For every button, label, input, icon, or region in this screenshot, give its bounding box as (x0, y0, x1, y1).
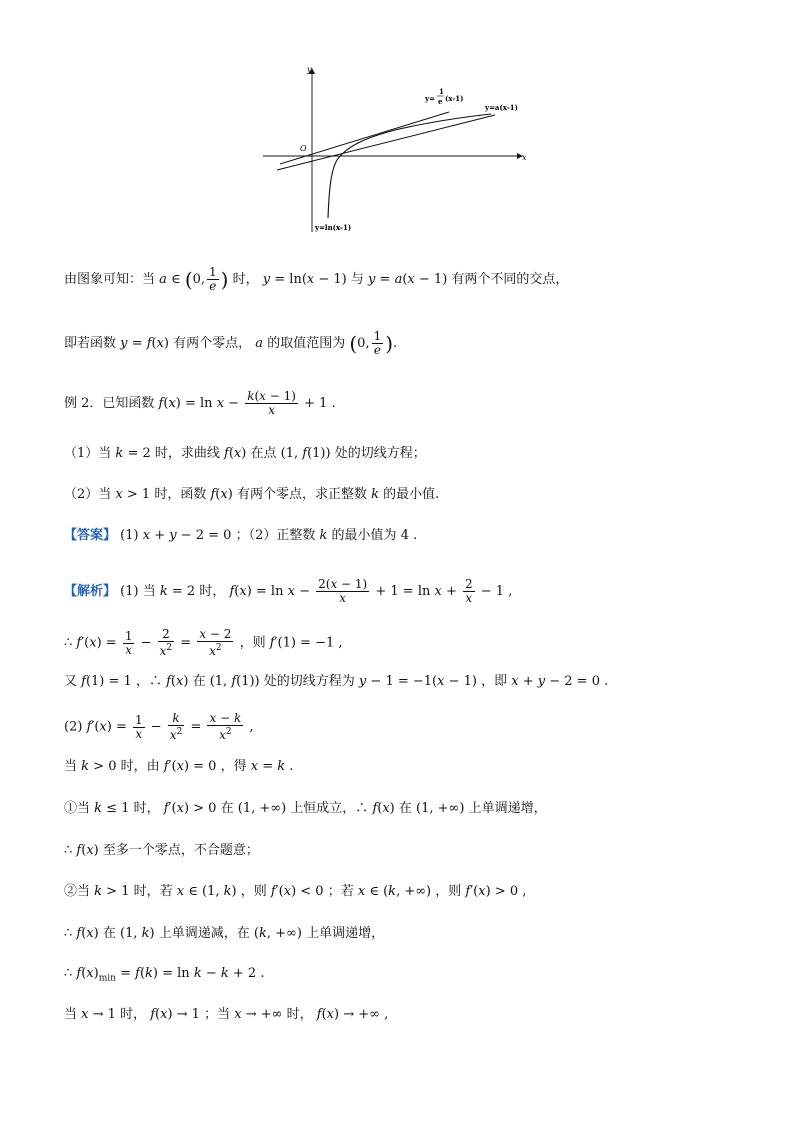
solution-line-2: ∴ f′(x) = $\frac{1}{x}$ − $\frac{2}{x^2}$ = $\frac{x - 2}{x^2}$ ，则 f′(1) = −1 , (64, 627, 343, 658)
text-segment: 的最小值. (383, 487, 440, 502)
text-segment: ∴ (64, 926, 73, 941)
text-segment: ①当 (64, 801, 91, 816)
solution-line-11: 当 x → 1 时， f(x) → 1 ；当 x → +∞ 时， f(x) → +∞ , (64, 1007, 389, 1022)
text-segment: 至多一个零点，不合题意； (102, 843, 259, 858)
text-segment: 例 2．已知函数 (64, 396, 155, 411)
text-segment: ，则 (240, 884, 267, 899)
text-segment: ；（2）正整数 (235, 528, 316, 543)
text-segment: 时， (120, 1007, 147, 1022)
y-axis-label: y (307, 65, 312, 74)
function-graph-figure (255, 60, 535, 240)
text-segment: (1) (120, 528, 139, 543)
text-segment: ，则 (239, 635, 266, 651)
text-segment: (1) 当 (120, 584, 156, 599)
text-segment: 即若函数 (64, 336, 117, 351)
text-segment: ②当 (64, 884, 91, 899)
text-segment: （2）当 (64, 487, 112, 502)
text-segment: 上单调递增， (468, 801, 547, 816)
secant-line (277, 115, 495, 170)
text-segment: 有两个零点，求正整数 (236, 487, 367, 502)
tangent-label-den: e (438, 97, 443, 106)
text-segment: 时， (286, 1007, 313, 1022)
solution-line-3: 又 f(1) = 1 ，∴ f(x) 在 (1, f(1)) 处的切线方程为 y − 1 = −1(x − 1) ，即 x + y − 2 = 0 . (64, 674, 609, 689)
text-segment: 在 (398, 801, 412, 816)
text-segment: 与 (350, 272, 364, 287)
question-2: （2）当 x > 1 时，函数 f(x) 有两个零点，求正整数 k 的最小值. (64, 487, 440, 502)
text-segment: 上单调递增， (306, 926, 385, 941)
text-segment: 时， (232, 272, 259, 287)
text-segment: ，∴ (135, 674, 162, 689)
text-segment: 处的切线方程； (334, 446, 426, 461)
tangent-label-num: 1 (439, 87, 444, 96)
question-1: （1）当 k = 2 时，求曲线 f(x) 在点 (1, f(1)) 处的切线方程； (64, 446, 426, 461)
text-segment: 时， (199, 584, 226, 599)
tangent-label-prefix: y= (425, 94, 435, 103)
solution-line-5: 当 k > 0 时，由 f′(x) = 0 ，得 x = k . (64, 759, 294, 774)
text-segment: 时，由 (120, 759, 160, 774)
text-segment: 又 (64, 674, 78, 689)
text-segment: 有两个不同的交点， (451, 272, 569, 287)
text-segment: 时，若 (133, 884, 173, 899)
text-segment: ；若 (327, 884, 354, 899)
text-segment: （1）当 (64, 446, 112, 461)
solution-tag: 【解析】 (64, 584, 117, 599)
text-segment: 当 (64, 1007, 78, 1022)
text-segment: 处的切线方程为 (263, 674, 355, 689)
text-segment: 有两个零点， (173, 336, 252, 351)
text-segment: 在 (192, 674, 206, 689)
text-segment: 在点 (250, 446, 277, 461)
text-segment: 由图象可知：当 (64, 272, 156, 287)
text-line-1: 由图象可知：当 a ∈ (0, $\frac{1}{e}$ ) 时， y = ln(x − 1) 与 y = a(x − 1) 有两个不同的交点， (64, 265, 569, 293)
origin-label: O (300, 144, 307, 153)
text-segment: 在 (220, 801, 234, 816)
answer-line: 【答案】 (1) x + y − 2 = 0 ；（2）正整数 k 的最小值为 4 . (64, 528, 418, 543)
answer-tag: 【答案】 (64, 528, 117, 543)
text-segment: ，即 (481, 674, 508, 689)
solution-line-7: ∴ f(x) 至多一个零点，不合题意； (64, 843, 259, 858)
text-segment: ∴ (64, 966, 73, 981)
text-segment: 在 (102, 926, 116, 941)
solution-line-9: ∴ f(x) 在 (1, k) 上单调递减，在 (k, +∞) 上单调递增， (64, 926, 385, 941)
text-segment: ，则 (435, 884, 462, 899)
text-segment: (2) (64, 719, 83, 735)
text-line-2: 即若函数 y = f(x) 有两个零点， a 的取值范围为 (0, $\frac{1}{e}$ ). (64, 329, 398, 357)
solution-line-4: (2) f′(x) = $\frac{1}{x}$ − $\frac{k}{x^2}$ = $\frac{x - k}{x^2}$ , (64, 711, 254, 742)
text-segment: 的最小值为 (331, 528, 397, 543)
text-segment: 时，函数 (154, 487, 207, 502)
log-curve-label: y=ln(x-1) (315, 223, 352, 232)
text-segment: ；当 (204, 1007, 231, 1022)
text-segment: ∴ (64, 843, 73, 858)
solution-line-8: ②当 k > 1 时，若 x ∈ (1, k) ，则 f′(x) < 0 ；若 x ∈ (k, +∞) ，则 f′(x) > 0 , (64, 884, 527, 899)
text-segment: 上单调递减，在 (158, 926, 250, 941)
text-segment: 时， (133, 801, 160, 816)
line-a-label: y=a(x-1) (485, 103, 518, 112)
solution-line-6: ①当 k ≤ 1 时， f′(x) > 0 在 (1, +∞) 上恒成立，∴ f(x) 在 (1, +∞) 上单调递增， (64, 801, 547, 816)
text-segment: 当 (64, 759, 78, 774)
text-segment: 上恒成立，∴ (290, 801, 369, 816)
tangent-label-suffix: (x-1) (445, 94, 464, 103)
solution-line-1: 【解析】 (1) 当 k = 2 时， f(x) = ln x − $\frac{2(x - 1)}{x}$ + 1 = ln x + $\frac{2}{x}$ − 1 , (64, 577, 513, 605)
example-2-title: 例 2．已知函数 f(x) = ln x − $\frac{k(x - 1)}{x}$ + 1 . (64, 389, 336, 417)
log-curve (328, 114, 491, 218)
solution-line-10: ∴ $f(x)_{min} = f(k) = \ln k - k + 2$ . (64, 966, 265, 984)
text-segment: 时，求曲线 (154, 446, 220, 461)
x-axis-label: x (522, 153, 527, 162)
text-segment: 的取值范围为 (267, 336, 346, 351)
text-segment: ，得 (220, 759, 247, 774)
